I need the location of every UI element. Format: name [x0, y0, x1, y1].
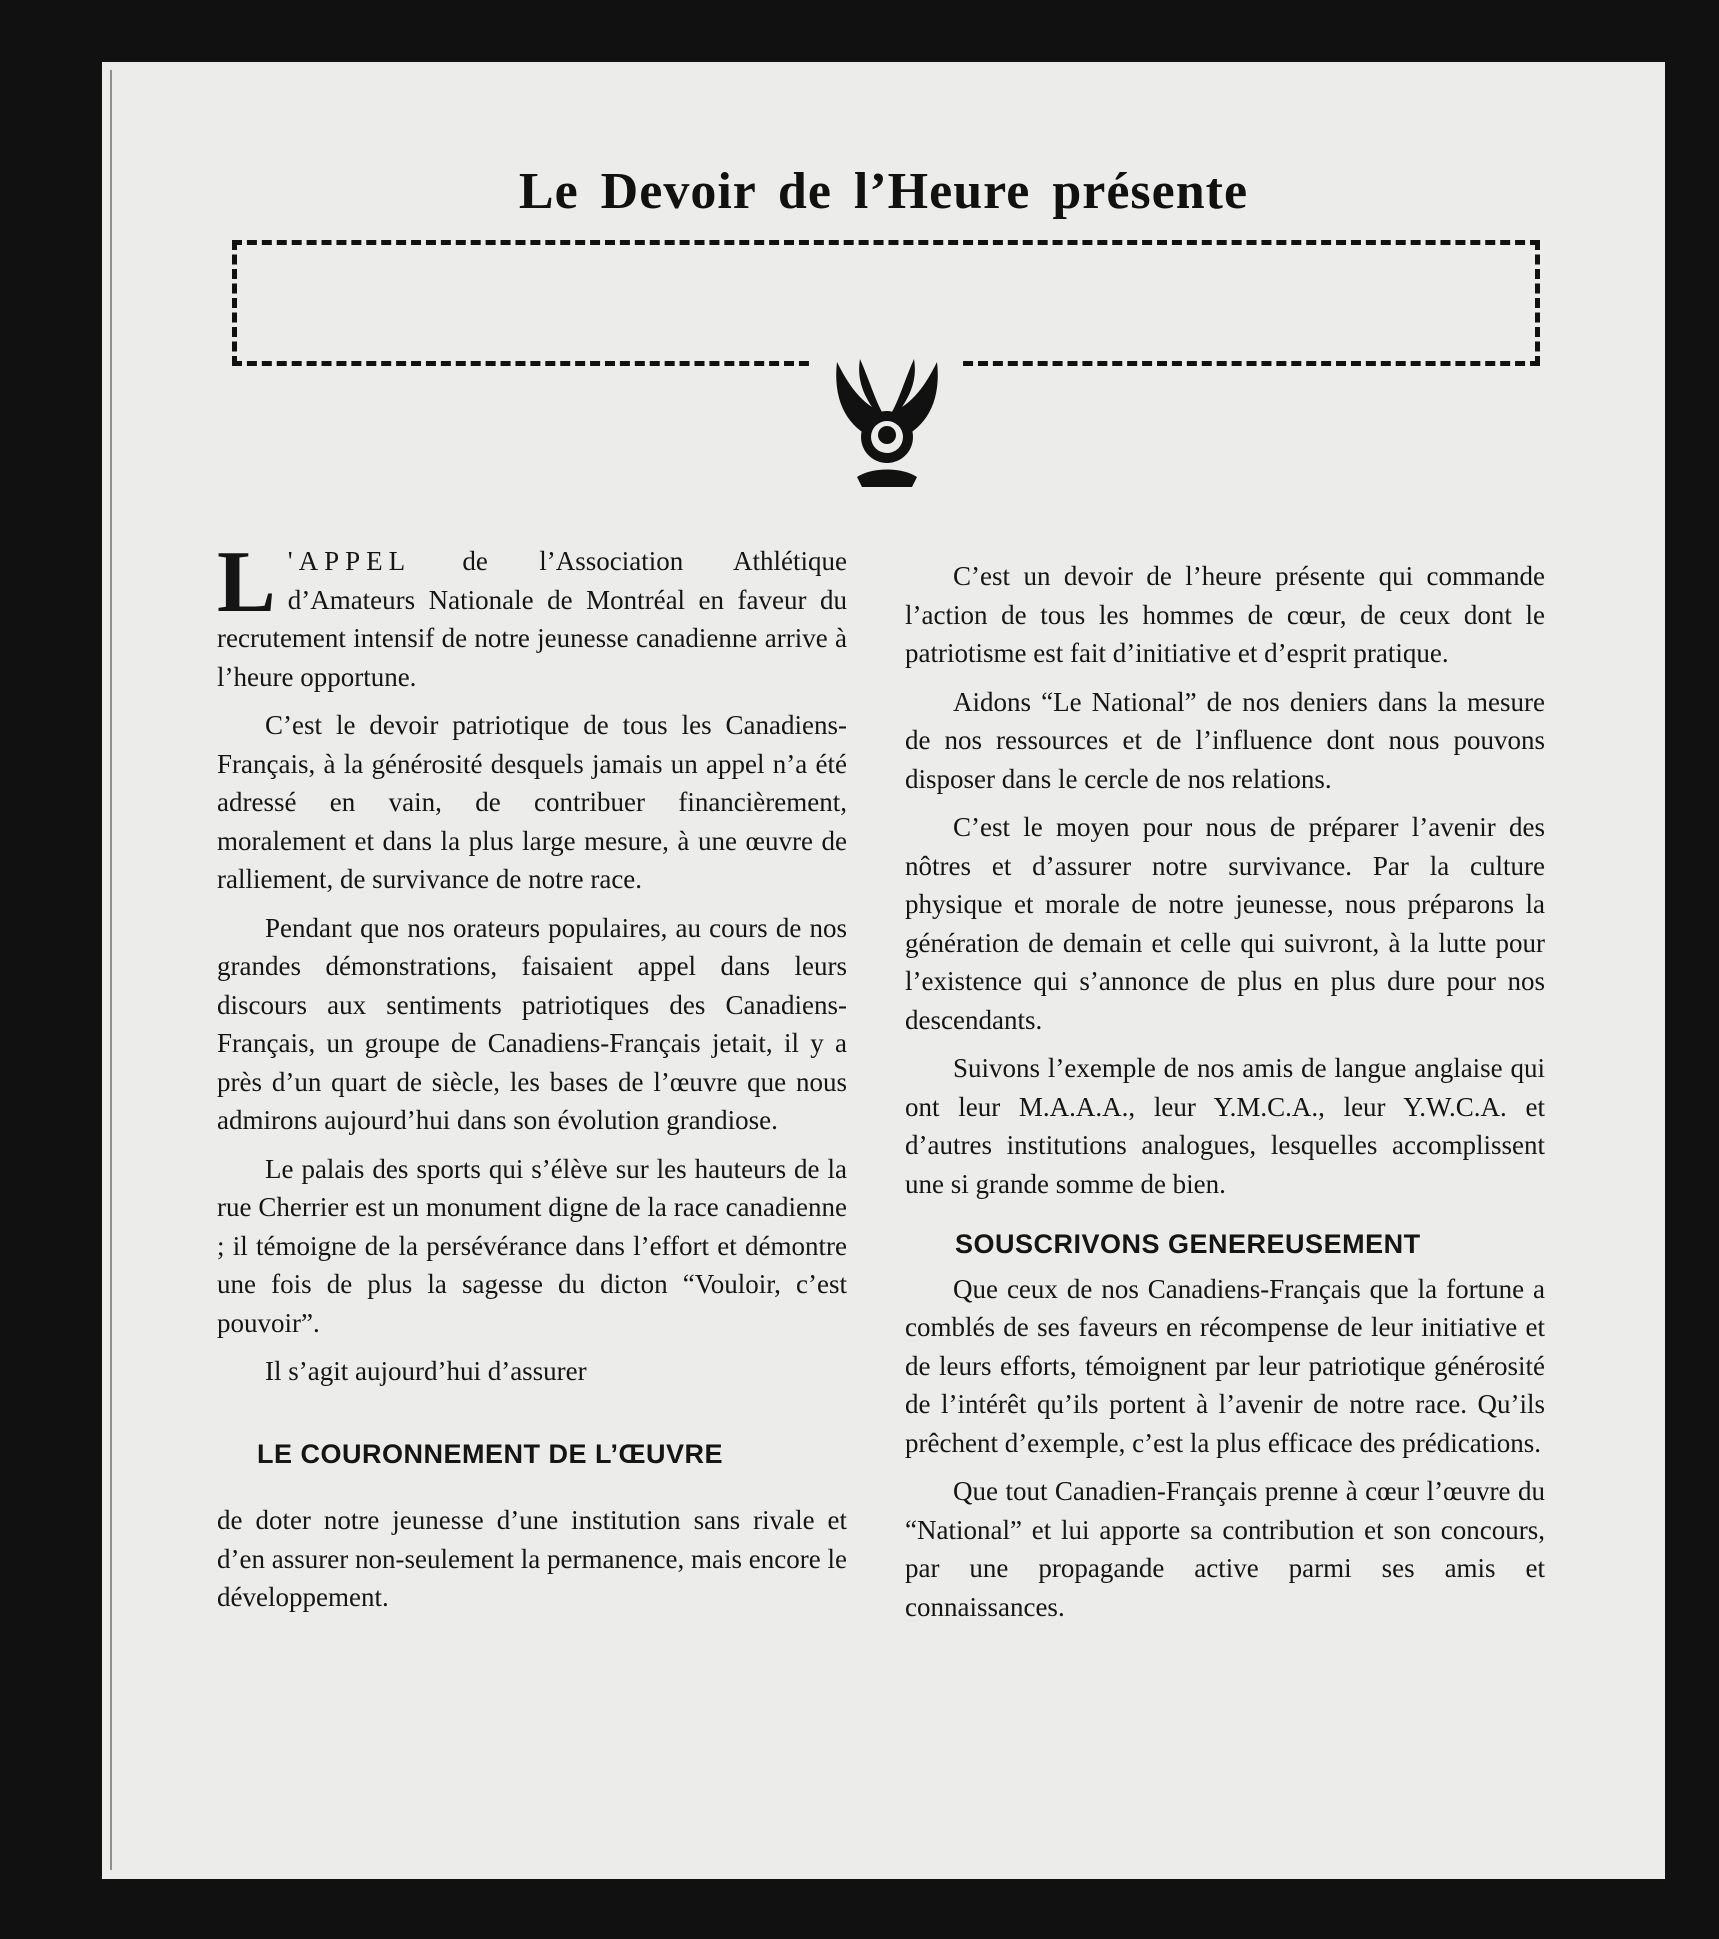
paragraph: Que tout Canadien-Français prenne à cœur l’œuvre du “National” et lui apporte sa contribution et son concours, par une propagande active parmi ses amis et connaissances. [905, 1476, 1545, 1622]
paragraph: Que ceux de nos Canadiens-Français que la fortune a comblés de ses faveurs en récompense de leur initiative et de leurs efforts, témoignent par leur patriotique générosité de l’intérêt qu’ils portent à l’avenir de notre race. Qu’ils prêchent d’exemple, c’est la plus efficace des prédications. [905, 1273, 1545, 1458]
document-page [102, 62, 1665, 1879]
paragraph: Suivons l’exemple de nos amis de langue anglaise qui ont leur M.A.A.A., leur Y.M.C.A., leur Y.W.C.A. et d’autres institutions analogues, lesquelles accomplissent une si grande somme de bien. [905, 1053, 1545, 1199]
paragraph: Aidons “Le National” de nos deniers dans la mesure de nos ressources et de l’influence dont nous pouvons disposer dans le cercle de nos relations. [905, 686, 1545, 794]
paragraph: C’est le devoir patriotique de tous les Canadiens-Français, à la générosité desquels jamais un appel n’a été adressé en vain, de contribuer financièrement, moralement et dans la plus large mesure, à une œuvre de ralliement, de survivance de notre race. [217, 710, 847, 894]
paragraph: Le palais des sports qui s’élève sur les hauteurs de la rue Cherrier est un monument digne de la race canadienne ; il témoigne de la persévérance dans l’effort et démontre une fois de plus la sagesse du dicton “Vouloir, c’est pouvoir”. [217, 1153, 847, 1338]
section-heading: SOUSCRIVONS GENEREUSEMENT [955, 1229, 1421, 1259]
intro-smallcaps: 'APPEL [287, 546, 412, 576]
paragraph: Il s’agit aujourd’hui d’assurer [265, 1356, 587, 1386]
winged-emblem-icon [812, 347, 962, 497]
intro-text: de l’Association Athlétique d’Amateurs Nationale de Montréal en faveur du recrutement intensif de notre jeunesse canadienne arrive à l’heure opportune. [217, 546, 847, 692]
section-heading: LE COURONNEMENT DE L’ŒUVRE [257, 1438, 724, 1469]
left-column [217, 534, 847, 1627]
paragraph: Pendant que nos orateurs populaires, au cours de nos grandes démonstrations, faisaient appel dans leurs discours aux sentiments patriotiques des Canadiens-Français, un groupe de Canadiens-Français jetait, il y a près d’un quart de siècle, les bases de l’œuvre que nous admirons aujourd’hui dans son évolution grandiose. [217, 912, 847, 1135]
right-column [905, 557, 1545, 1636]
page-title: Le Devoir de l’Heure présente [518, 163, 1249, 220]
paragraph: C’est un devoir de l’heure présente qui commande l’action de tous les hommes de cœur, de ceux dont le patriotisme est fait d’initiative et d’esprit pratique. [905, 561, 1545, 668]
paragraph: C’est le moyen pour nous de préparer l’avenir des nôtres et d’assurer notre survivance. Par la culture physique et morale de notre jeunesse, nous préparons la génération de demain et celle qui suivront, à la lutte pour l’existence qui s’annonce de plus en plus dure pour nos descendants. [905, 812, 1545, 1035]
intro-paragraph [217, 534, 847, 696]
drop-cap: L [217, 534, 276, 631]
page-fold-line [110, 70, 112, 1870]
paragraph: de doter notre jeunesse d’une institution sans rivale et d’en assurer non-seulement la permanence, mais encore le développement. [217, 1505, 847, 1612]
